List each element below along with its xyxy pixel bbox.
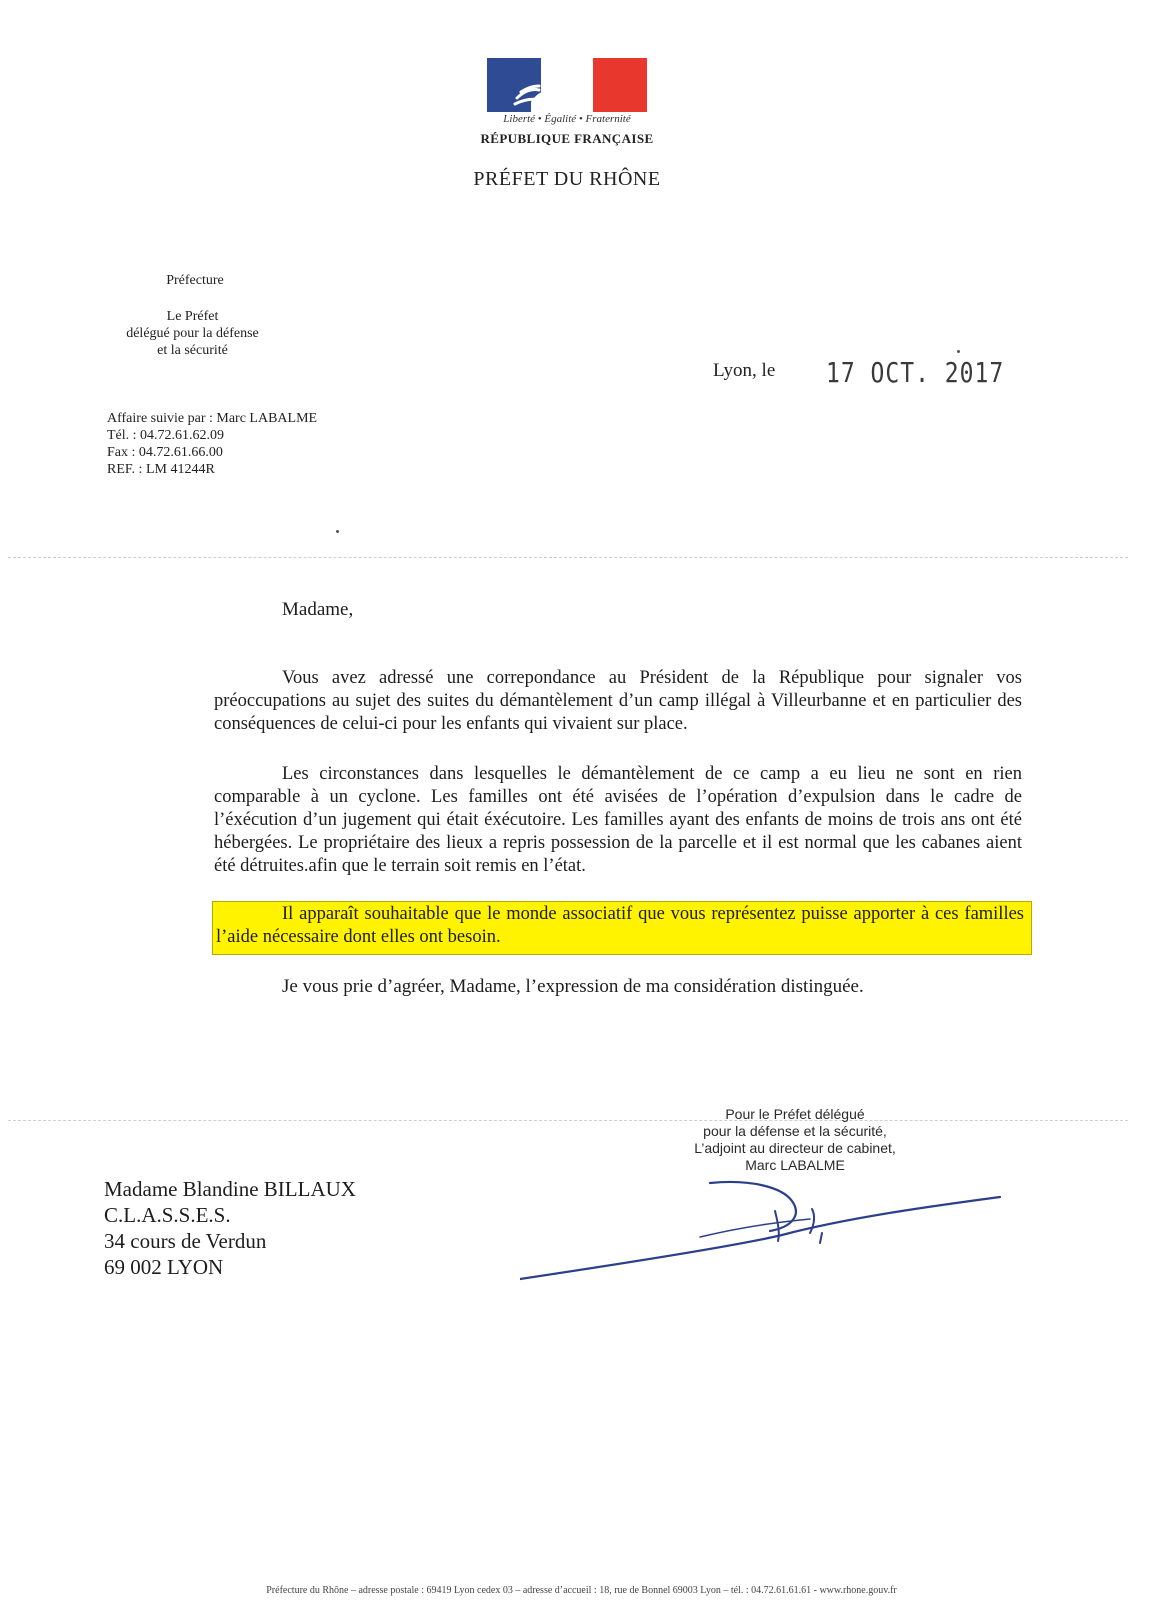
date-city: Lyon, le xyxy=(713,360,776,381)
signature-stroke xyxy=(820,1233,822,1243)
sender-office-line: et la sécurité xyxy=(157,343,228,358)
signatory-line: Marc LABALME xyxy=(745,1157,845,1173)
date-stamp: 17 OCT. 2017 xyxy=(826,358,1005,390)
signatory-line: Pour le Préfet délégué xyxy=(725,1106,865,1122)
case-phone: Tél. : 04.72.61.62.09 xyxy=(107,428,225,443)
sender-office-line: Le Préfet xyxy=(166,309,219,324)
republic-name: RÉPUBLIQUE FRANÇAISE xyxy=(480,131,654,146)
logo-red-band xyxy=(593,58,647,112)
signature-stroke xyxy=(810,1209,814,1233)
recipient-line: 34 cours de Verdun xyxy=(104,1229,267,1253)
case-fax: Fax : 04.72.61.66.00 xyxy=(107,445,223,460)
fold-line xyxy=(8,557,1128,558)
prefet-title: PRÉFET DU RHÔNE xyxy=(473,168,661,190)
republic-motto: Liberté • Égalité • Fraternité xyxy=(503,113,631,125)
signatory-line: pour la défense et la sécurité, xyxy=(703,1123,887,1139)
signatory-line: L’adjoint au directeur de cabinet, xyxy=(694,1140,896,1156)
sender-office-line: délégué pour la défense xyxy=(126,326,259,341)
fold-line xyxy=(8,1120,1128,1121)
letter-paragraph-2: Les circonstances dans lesquelles le démantèlement de ce camp a eu lieu ne sont en rien comparable à un cyclone. Les familles ont été avisées de l’opération d’expulsion dans le cadre de l’éxécution d’un jugement qui était éxécutoire. Les familles ayant des enfants de moins de trois ans ont été hébergées. Le propriétaire des lieux a repris possession de la parcelle et il est normal que les cabanes aient été détruites.afin que le terrain soit remis en l’état. xyxy=(214,764,1022,876)
scan-speck xyxy=(336,530,339,533)
signature-stroke xyxy=(710,1182,796,1231)
signature-stroke xyxy=(700,1219,810,1237)
letter-paragraph-1: Vous avez adressé une correpondance au Président de la République pour signaler vos préoccupations au sujet des suites du démantèlement d’un camp illégal à Villeurbanne et en particulier des conséquences de celui-ci pour les enfants qui vivaient sur place. xyxy=(214,668,1022,734)
recipient-address xyxy=(104,1176,356,1280)
signatory-block xyxy=(660,1106,930,1174)
signature-stroke xyxy=(520,1197,1000,1279)
salutation: Madame, xyxy=(282,599,354,620)
case-reference-block xyxy=(107,410,317,478)
sender-department: Préfecture xyxy=(166,273,224,288)
footer-address: Préfecture du Rhône – adresse postale : 69419 Lyon cedex 03 – adresse d’accueil : 18, rue de Bonnel 69003 Lyon – tél. : 04.72.61.61.61 - www.rhone.gouv.fr xyxy=(266,1585,897,1596)
scan-speck xyxy=(957,350,960,353)
case-ref: REF. : LM 41244R xyxy=(107,462,215,477)
recipient-line: C.L.A.S.S.E.S. xyxy=(104,1203,231,1227)
marianne-logo-icon xyxy=(487,58,647,112)
letter-paragraph-3-highlighted: Il apparaît souhaitable que le monde associatif que vous représentez puisse apporter à ces familles l’aide nécessaire dont elles ont besoin. xyxy=(216,904,1024,947)
recipient-line: Madame Blandine BILLAUX xyxy=(104,1177,356,1201)
recipient-line: 69 002 LYON xyxy=(104,1255,224,1279)
case-handler: Affaire suivie par : Marc LABALME xyxy=(107,411,318,426)
sender-office xyxy=(100,308,285,359)
handwritten-signature xyxy=(520,1175,1030,1285)
closing-formula: Je vous prie d’agréer, Madame, l’expression de ma considération distinguée. xyxy=(282,976,864,997)
